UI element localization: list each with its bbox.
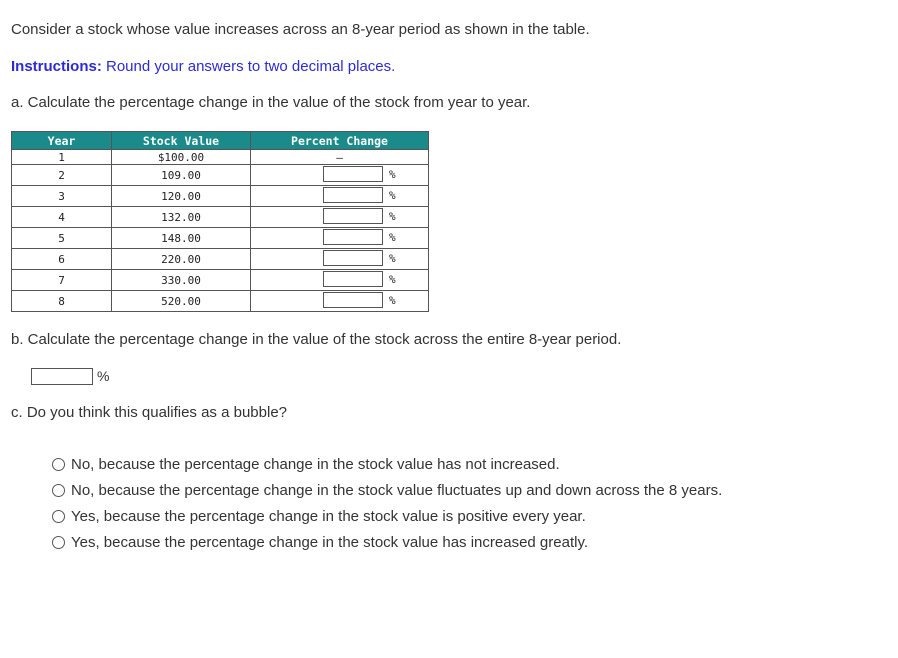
bubble-option-3[interactable]: [52, 508, 586, 525]
option-label: No, because the percentage change in the stock value fluctuates up and down across the 8 years.: [71, 482, 723, 499]
percent-sign: %: [389, 231, 396, 244]
table-row: [12, 228, 429, 249]
percent-change-input-year-8[interactable]: [323, 292, 383, 308]
percent-change-cell: [251, 207, 429, 228]
percent-sign: %: [389, 273, 396, 286]
year-cell: 5: [12, 228, 112, 249]
percent-change-cell: [251, 291, 429, 312]
stock-value-cell: 520.00: [112, 291, 251, 312]
option-label: No, because the percentage change in the stock value has not increased.: [71, 456, 560, 473]
part-c-question: c. Do you think this qualifies as a bubble?: [11, 404, 287, 421]
table-row: [12, 186, 429, 207]
year-cell: 6: [12, 249, 112, 270]
percent-change-cell: [251, 270, 429, 291]
bubble-option-2[interactable]: [52, 482, 722, 499]
percent-sign: %: [389, 210, 396, 223]
instructions-text: Round your answers to two decimal places.: [101, 58, 396, 75]
percent-change-cell: [251, 186, 429, 207]
table-row: [12, 291, 429, 312]
stock-table: [11, 131, 429, 312]
stock-value-cell: 330.00: [112, 270, 251, 291]
stock-value-cell: 120.00: [112, 186, 251, 207]
table-row: [12, 270, 429, 291]
bubble-option-1[interactable]: [52, 456, 560, 473]
part-b-question: b. Calculate the percentage change in the value of the stock across the entire 8-year period.: [11, 331, 622, 348]
percent-change-input-year-4[interactable]: [323, 208, 383, 224]
bubble-option-4[interactable]: [52, 534, 588, 551]
part-a-question: a. Calculate the percentage change in the value of the stock from year to year.: [11, 94, 531, 111]
percent-sign: %: [389, 168, 396, 181]
table-row: [12, 150, 429, 165]
option-label: Yes, because the percentage change in the stock value has increased greatly.: [71, 534, 589, 551]
percent-change-cell: –: [251, 150, 429, 165]
radio-button[interactable]: [52, 484, 65, 497]
stock-value-cell: 109.00: [112, 165, 251, 186]
percent-sign: %: [389, 294, 396, 307]
table-row: [12, 249, 429, 270]
table-row: [12, 207, 429, 228]
option-label: Yes, because the percentage change in the stock value is positive every year.: [71, 508, 586, 525]
table-row: [12, 165, 429, 186]
percent-change-input-year-5[interactable]: [323, 229, 383, 245]
header-stock-value: Stock Value: [112, 132, 251, 150]
percent-change-input-year-3[interactable]: [323, 187, 383, 203]
year-cell: 7: [12, 270, 112, 291]
percent-sign: %: [97, 368, 110, 384]
instructions: [11, 58, 395, 75]
stock-value-cell: $100.00: [112, 150, 251, 165]
year-cell: 8: [12, 291, 112, 312]
header-year: Year: [12, 132, 112, 150]
percent-sign: %: [389, 189, 396, 202]
year-cell: 4: [12, 207, 112, 228]
instructions-label: Instructions:: [11, 58, 102, 75]
intro-text: Consider a stock whose value increases across an 8-year period as shown in the table.: [11, 21, 590, 38]
percent-change-input-year-6[interactable]: [323, 250, 383, 266]
header-percent-change: Percent Change: [251, 132, 429, 150]
percent-sign: %: [389, 252, 396, 265]
stock-value-cell: 220.00: [112, 249, 251, 270]
percent-change-cell: [251, 165, 429, 186]
year-cell: 1: [12, 150, 112, 165]
year-cell: 2: [12, 165, 112, 186]
stock-value-cell: 148.00: [112, 228, 251, 249]
radio-button[interactable]: [52, 536, 65, 549]
stock-value-cell: 132.00: [112, 207, 251, 228]
table-header-row: [12, 132, 429, 150]
radio-button[interactable]: [52, 458, 65, 471]
percent-change-input-year-2[interactable]: [323, 166, 383, 182]
percent-change-cell: [251, 249, 429, 270]
year-cell: 3: [12, 186, 112, 207]
radio-button[interactable]: [52, 510, 65, 523]
percent-change-cell: [251, 228, 429, 249]
total-percent-change-input[interactable]: [31, 368, 93, 385]
percent-change-input-year-7[interactable]: [323, 271, 383, 287]
